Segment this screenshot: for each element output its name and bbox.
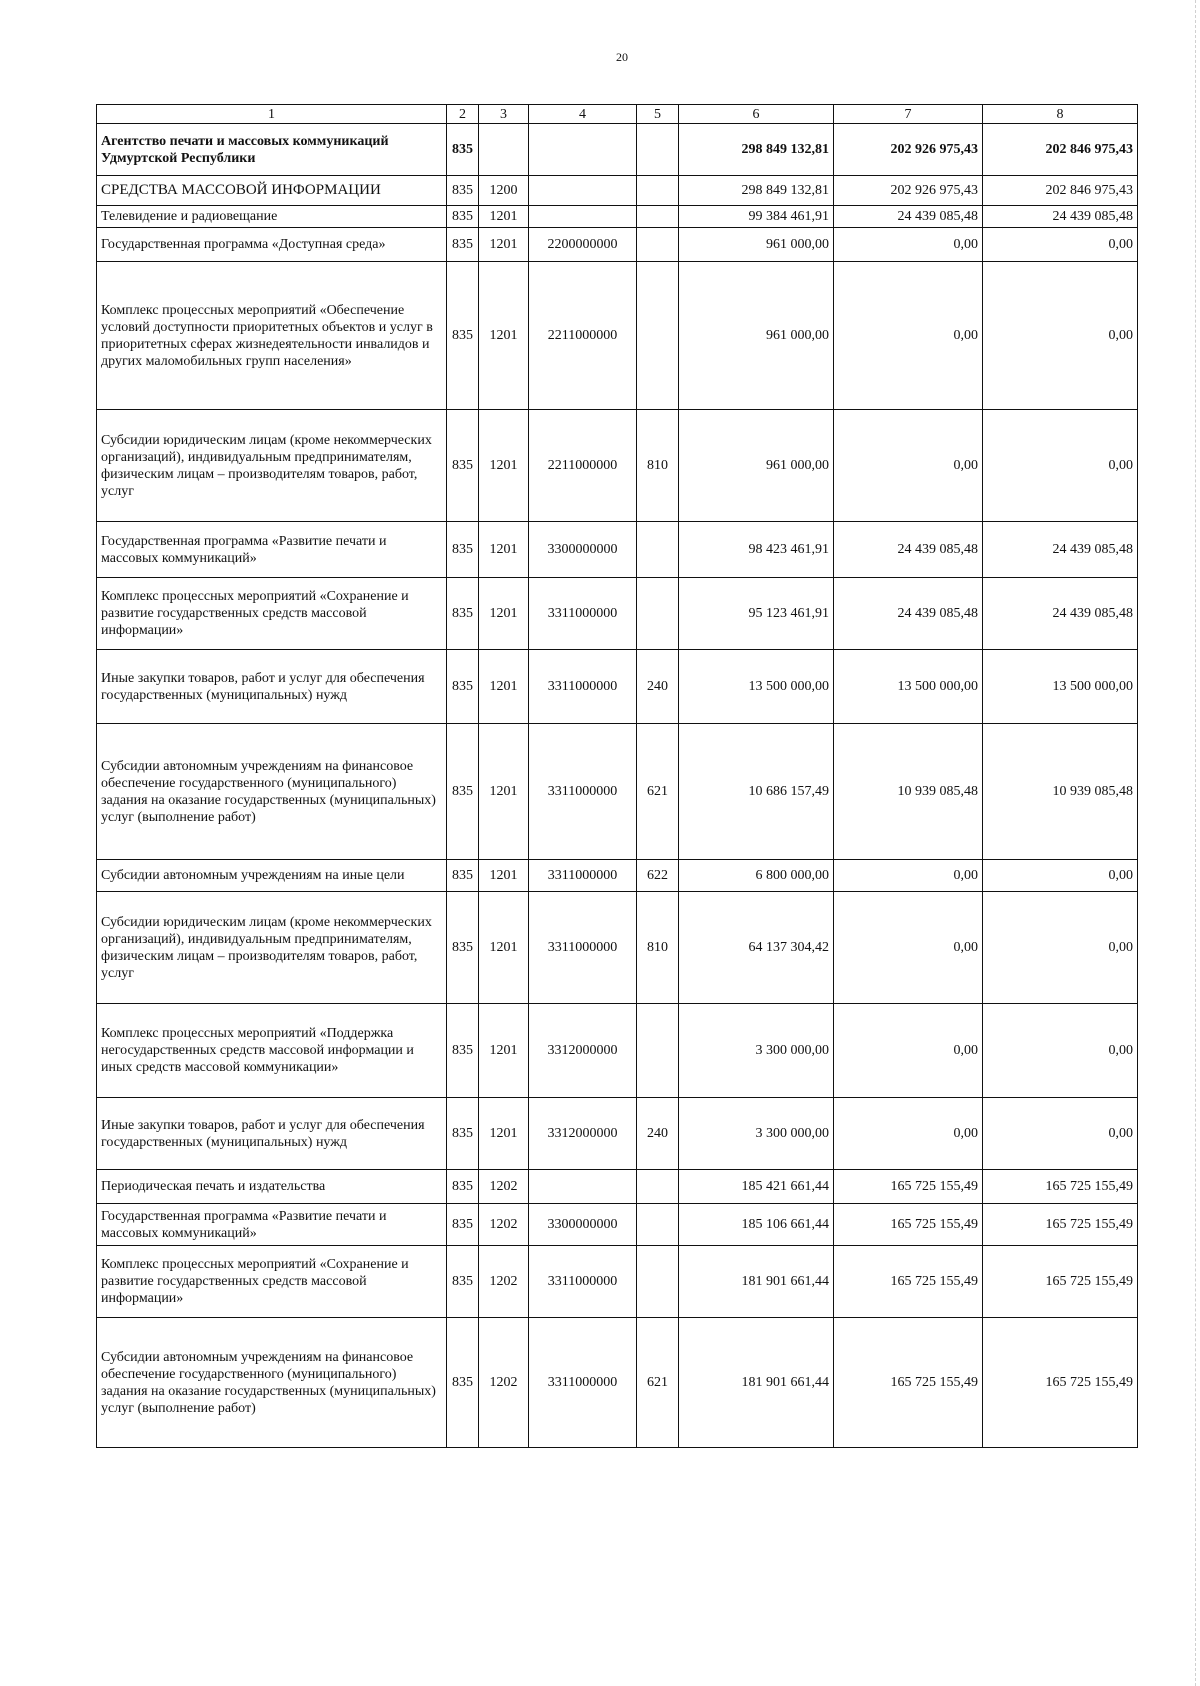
expense-type-cell [637, 176, 679, 206]
expense-type-cell: 810 [637, 892, 679, 1004]
amount-col7-cell: 202 926 975,43 [834, 124, 983, 176]
amount-col8-cell: 10 939 085,48 [983, 724, 1138, 860]
target-article-cell: 3300000000 [529, 522, 637, 578]
admin-code-cell: 835 [447, 262, 479, 410]
target-article-cell: 3311000000 [529, 578, 637, 650]
row-name-cell: Субсидии автономным учреждениям на финансовое обеспечение государственного (муниципального) задания на оказание государственных (муниципальных) услуг (выполнение работ) [97, 1318, 447, 1448]
amount-col7-cell: 0,00 [834, 892, 983, 1004]
expense-type-cell [637, 1246, 679, 1318]
expense-type-cell [637, 522, 679, 578]
admin-code-cell: 835 [447, 176, 479, 206]
target-article-cell: 3312000000 [529, 1004, 637, 1098]
amount-col7-cell: 165 725 155,49 [834, 1204, 983, 1246]
table-row [97, 1098, 1138, 1170]
amount-col6-cell: 99 384 461,91 [679, 206, 834, 228]
expense-type-cell [637, 1004, 679, 1098]
expense-type-cell: 240 [637, 650, 679, 724]
target-article-cell [529, 1170, 637, 1204]
row-name-cell: Субсидии юридическим лицам (кроме некоммерческих организаций), индивидуальным предпринимателям, физическим лицам – производителям товаров, работ, услуг [97, 410, 447, 522]
table-row [97, 262, 1138, 410]
amount-col7-cell: 0,00 [834, 410, 983, 522]
expense-type-cell: 621 [637, 724, 679, 860]
row-name-cell: Комплекс процессных мероприятий «Обеспечение условий доступности приоритетных объектов и услуг в приоритетных сферах жизнедеятельности инвалидов и других маломобильных групп населения» [97, 262, 447, 410]
table-row [97, 1246, 1138, 1318]
expense-type-cell: 621 [637, 1318, 679, 1448]
admin-code-cell: 835 [447, 228, 479, 262]
expense-type-cell: 240 [637, 1098, 679, 1170]
admin-code-cell: 835 [447, 892, 479, 1004]
amount-col7-cell: 165 725 155,49 [834, 1246, 983, 1318]
section-code-cell: 1201 [479, 262, 529, 410]
amount-col7-cell: 13 500 000,00 [834, 650, 983, 724]
target-article-cell: 2211000000 [529, 262, 637, 410]
amount-col7-cell: 0,00 [834, 228, 983, 262]
amount-col6-cell: 298 849 132,81 [679, 124, 834, 176]
amount-col8-cell: 0,00 [983, 1098, 1138, 1170]
target-article-cell: 3312000000 [529, 1098, 637, 1170]
admin-code-cell: 835 [447, 724, 479, 860]
expense-type-cell [637, 578, 679, 650]
expense-type-cell [637, 206, 679, 228]
amount-col6-cell: 961 000,00 [679, 262, 834, 410]
column-header: 5 [637, 105, 679, 124]
section-code-cell: 1201 [479, 228, 529, 262]
amount-col6-cell: 95 123 461,91 [679, 578, 834, 650]
section-code-cell: 1202 [479, 1318, 529, 1448]
amount-col6-cell: 3 300 000,00 [679, 1098, 834, 1170]
section-code-cell: 1201 [479, 860, 529, 892]
table-row [97, 860, 1138, 892]
table-row [97, 1170, 1138, 1204]
target-article-cell [529, 176, 637, 206]
admin-code-cell: 835 [447, 1170, 479, 1204]
admin-code-cell: 835 [447, 1318, 479, 1448]
amount-col7-cell: 165 725 155,49 [834, 1318, 983, 1448]
target-article-cell [529, 206, 637, 228]
amount-col6-cell: 298 849 132,81 [679, 176, 834, 206]
row-name-cell: Субсидии автономным учреждениям на финансовое обеспечение государственного (муниципального) задания на оказание государственных (муниципальных) услуг (выполнение работ) [97, 724, 447, 860]
target-article-cell: 3311000000 [529, 1246, 637, 1318]
row-name-cell: Комплекс процессных мероприятий «Сохранение и развитие государственных средств массовой информации» [97, 1246, 447, 1318]
amount-col8-cell: 0,00 [983, 262, 1138, 410]
amount-col6-cell: 13 500 000,00 [679, 650, 834, 724]
section-code-cell: 1201 [479, 410, 529, 522]
amount-col8-cell: 24 439 085,48 [983, 578, 1138, 650]
expense-type-cell: 810 [637, 410, 679, 522]
section-code-cell: 1202 [479, 1170, 529, 1204]
admin-code-cell: 835 [447, 410, 479, 522]
amount-col7-cell: 10 939 085,48 [834, 724, 983, 860]
amount-col7-cell: 0,00 [834, 262, 983, 410]
row-name-cell: Комплекс процессных мероприятий «Сохранение и развитие государственных средств массовой информации» [97, 578, 447, 650]
page-number: 20 [616, 50, 628, 64]
amount-col7-cell: 202 926 975,43 [834, 176, 983, 206]
expense-type-cell: 622 [637, 860, 679, 892]
column-header: 2 [447, 105, 479, 124]
row-name-cell: СРЕДСТВА МАССОВОЙ ИНФОРМАЦИИ [97, 176, 447, 206]
amount-col8-cell: 0,00 [983, 228, 1138, 262]
table-row [97, 522, 1138, 578]
admin-code-cell: 835 [447, 650, 479, 724]
amount-col8-cell: 202 846 975,43 [983, 176, 1138, 206]
row-name-cell: Комплекс процессных мероприятий «Поддержка негосударственных средств массовой информации и иных средств массовой коммуникации» [97, 1004, 447, 1098]
amount-col8-cell: 0,00 [983, 410, 1138, 522]
amount-col8-cell: 165 725 155,49 [983, 1170, 1138, 1204]
table-row [97, 578, 1138, 650]
target-article-cell: 3311000000 [529, 724, 637, 860]
column-header: 7 [834, 105, 983, 124]
amount-col6-cell: 961 000,00 [679, 410, 834, 522]
column-header: 6 [679, 105, 834, 124]
target-article-cell: 2211000000 [529, 410, 637, 522]
amount-col6-cell: 10 686 157,49 [679, 724, 834, 860]
section-code-cell: 1201 [479, 892, 529, 1004]
row-name-cell: Государственная программа «Развитие печати и массовых коммуникаций» [97, 1204, 447, 1246]
row-name-cell: Государственная программа «Развитие печати и массовых коммуникаций» [97, 522, 447, 578]
expense-type-cell [637, 124, 679, 176]
section-code-cell: 1201 [479, 1098, 529, 1170]
expense-type-cell [637, 1204, 679, 1246]
amount-col6-cell: 6 800 000,00 [679, 860, 834, 892]
table-row [97, 650, 1138, 724]
row-name-cell: Телевидение и радиовещание [97, 206, 447, 228]
amount-col8-cell: 202 846 975,43 [983, 124, 1138, 176]
target-article-cell: 3311000000 [529, 860, 637, 892]
amount-col6-cell: 181 901 661,44 [679, 1246, 834, 1318]
amount-col6-cell: 98 423 461,91 [679, 522, 834, 578]
row-name-cell: Агентство печати и массовых коммуникаций Удмуртской Республики [97, 124, 447, 176]
section-code-cell: 1200 [479, 176, 529, 206]
table-body [97, 124, 1138, 1448]
admin-code-cell: 835 [447, 578, 479, 650]
amount-col8-cell: 0,00 [983, 1004, 1138, 1098]
amount-col8-cell: 165 725 155,49 [983, 1318, 1138, 1448]
amount-col8-cell: 13 500 000,00 [983, 650, 1138, 724]
admin-code-cell: 835 [447, 1098, 479, 1170]
amount-col7-cell: 24 439 085,48 [834, 578, 983, 650]
table-row [97, 228, 1138, 262]
table-row [97, 410, 1138, 522]
row-name-cell: Иные закупки товаров, работ и услуг для обеспечения государственных (муниципальных) нужд [97, 1098, 447, 1170]
target-article-cell: 3300000000 [529, 1204, 637, 1246]
amount-col8-cell: 165 725 155,49 [983, 1204, 1138, 1246]
amount-col8-cell: 0,00 [983, 860, 1138, 892]
row-name-cell: Государственная программа «Доступная среда» [97, 228, 447, 262]
amount-col7-cell: 165 725 155,49 [834, 1170, 983, 1204]
amount-col6-cell: 181 901 661,44 [679, 1318, 834, 1448]
amount-col7-cell: 0,00 [834, 1004, 983, 1098]
table-row [97, 206, 1138, 228]
section-code-cell: 1202 [479, 1204, 529, 1246]
amount-col6-cell: 961 000,00 [679, 228, 834, 262]
column-header: 4 [529, 105, 637, 124]
table-row [97, 1204, 1138, 1246]
amount-col6-cell: 185 106 661,44 [679, 1204, 834, 1246]
table-row [97, 724, 1138, 860]
row-name-cell: Периодическая печать и издательства [97, 1170, 447, 1204]
amount-col8-cell: 24 439 085,48 [983, 206, 1138, 228]
section-code-cell: 1201 [479, 206, 529, 228]
target-article-cell: 3311000000 [529, 650, 637, 724]
expense-type-cell [637, 1170, 679, 1204]
section-code-cell: 1202 [479, 1246, 529, 1318]
admin-code-cell: 835 [447, 1246, 479, 1318]
admin-code-cell: 835 [447, 206, 479, 228]
section-code-cell [479, 124, 529, 176]
expense-type-cell [637, 262, 679, 410]
amount-col6-cell: 185 421 661,44 [679, 1170, 834, 1204]
amount-col7-cell: 0,00 [834, 860, 983, 892]
section-code-cell: 1201 [479, 522, 529, 578]
target-article-cell: 3311000000 [529, 1318, 637, 1448]
section-code-cell: 1201 [479, 650, 529, 724]
target-article-cell: 3311000000 [529, 892, 637, 1004]
expense-type-cell [637, 228, 679, 262]
row-name-cell: Субсидии юридическим лицам (кроме некоммерческих организаций), индивидуальным предпринимателям, физическим лицам – производителям товаров, работ, услуг [97, 892, 447, 1004]
header-row [97, 105, 1138, 124]
table-row [97, 1318, 1138, 1448]
amount-col7-cell: 0,00 [834, 1098, 983, 1170]
admin-code-cell: 835 [447, 522, 479, 578]
amount-col8-cell: 0,00 [983, 892, 1138, 1004]
amount-col7-cell: 24 439 085,48 [834, 522, 983, 578]
amount-col6-cell: 3 300 000,00 [679, 1004, 834, 1098]
admin-code-cell: 835 [447, 1004, 479, 1098]
amount-col6-cell: 64 137 304,42 [679, 892, 834, 1004]
column-header: 3 [479, 105, 529, 124]
amount-col8-cell: 165 725 155,49 [983, 1246, 1138, 1318]
table-row [97, 1004, 1138, 1098]
column-header: 1 [97, 105, 447, 124]
admin-code-cell: 835 [447, 1204, 479, 1246]
table-row [97, 176, 1138, 206]
amount-col8-cell: 24 439 085,48 [983, 522, 1138, 578]
amount-col7-cell: 24 439 085,48 [834, 206, 983, 228]
table-row [97, 892, 1138, 1004]
section-code-cell: 1201 [479, 578, 529, 650]
row-name-cell: Иные закупки товаров, работ и услуг для обеспечения государственных (муниципальных) нужд [97, 650, 447, 724]
section-code-cell: 1201 [479, 1004, 529, 1098]
budget-table [96, 104, 1138, 1448]
target-article-cell [529, 124, 637, 176]
section-code-cell: 1201 [479, 724, 529, 860]
table-row [97, 124, 1138, 176]
target-article-cell: 2200000000 [529, 228, 637, 262]
scan-edge-artifact [1194, 0, 1196, 1686]
admin-code-cell: 835 [447, 860, 479, 892]
column-header: 8 [983, 105, 1138, 124]
row-name-cell: Субсидии автономным учреждениям на иные цели [97, 860, 447, 892]
admin-code-cell: 835 [447, 124, 479, 176]
